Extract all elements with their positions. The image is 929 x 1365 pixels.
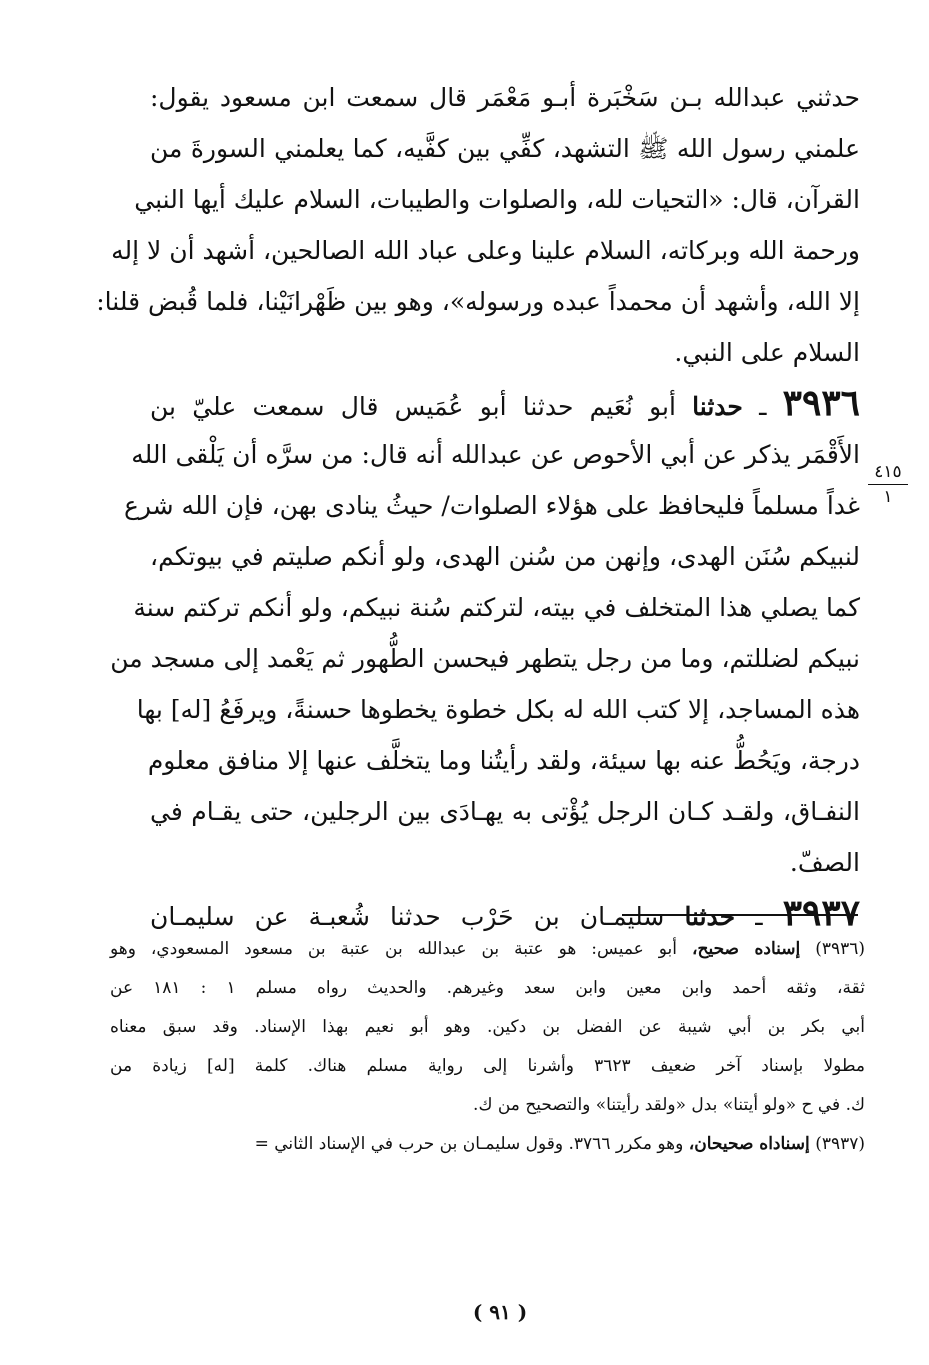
text-line: الصفّ.	[789, 848, 860, 877]
footnotes	[110, 930, 865, 1164]
text-line: ورحمة الله وبركاته، السلام علينا وعلى عباد الله الصالحين، أشهد أن لا إله	[111, 236, 860, 265]
text-line: النفـاق، ولقـد كـان الرجل يُؤْتى به يهـادَى بين الرجلين، حتى يقـام في	[150, 797, 860, 826]
footnote-label: (٣٩٣٦)	[815, 939, 865, 959]
text-line: كما يصلي هذا المتخلف في بيته، لتركتم سُنة نبيكم، ولو أنكم تركتم سنة	[133, 593, 860, 622]
footnote-grade: إسناده صحيح،	[691, 939, 801, 959]
footnote-3936-first-line	[110, 930, 865, 969]
hadith-number: ٣٩٣٧	[782, 892, 861, 934]
text-line: علمني رسول الله ﷺ التشهد، كفِّي بين كفَّيه، كما يعلمني السورةَ من	[150, 134, 860, 163]
footnote-line: ثقة، وثقه أحمد وابن معين وابن سعد وغيرهم. والحديث رواه مسلم ١ : ١٨١ عن	[110, 978, 865, 998]
haddathana: حدثنا	[692, 392, 743, 421]
footnote-line: ك. في ح «ولو أيتنا» بدل «ولقد رأيتنا» والتصحيح من ك.	[473, 1095, 865, 1115]
text-line: درجة، ويَحُطُّ عنه بها سيئة، ولقد رأيتُنا وما يتخلَّف عنها إلا منافق معلوم	[147, 746, 860, 775]
page-number: ( ٩١ )	[472, 1300, 528, 1324]
text-segment: أبو نُعَيم حدثنا أبو عُمَيس قال سمعت عليّ بن	[150, 392, 676, 421]
text-line: نبيكم لضللتم، وما من رجل يتطهر فيحسن الطُّهور ثم يَعْمد إلى مسجد من	[110, 644, 860, 673]
text-segment: أبو عميس: هو عتبة بن عبدالله بن عتبة بن مسعود المسعودي، وهو	[110, 939, 678, 959]
main-text	[96, 72, 861, 939]
footnote-grade: إسناداه صحيحان،	[688, 1134, 810, 1154]
text-line: الأَقْمَر يذكر عن أبي الأحوص عن عبدالله أنه قال: من سرَّه أن يَلْقى الله	[131, 440, 860, 469]
haddathana: حدثنا	[684, 902, 736, 931]
margin-reference	[868, 462, 908, 507]
footnote-3937-line	[110, 1125, 865, 1164]
text-line: إلا الله، وأشهد أن محمداً عبده ورسوله»، وهو بين ظَهْرانَيْنا، فلما قُبض قلنا:	[96, 287, 860, 316]
text-line: القرآن، قال: «التحيات لله، والصلوات والطيبات، السلام عليك أيها النبي	[134, 185, 860, 214]
hadith-3936-first-line	[150, 378, 860, 429]
text-segment: سليمـان بن حَرْب حدثنا شُعبـة عن سليمـان	[150, 902, 665, 931]
separator: ـ	[759, 392, 767, 421]
text-line: لنبيكم سُنَن الهدى، وإنهن من سُنن الهدى، ولو أنكم صليتم في بيوتكم،	[150, 542, 860, 571]
text-line: غداً مسلماً فليحافظ على هؤلاء الصلوات/ حيثُ ينادى بهن، فإن الله شرع	[123, 491, 860, 520]
margin-ref-part: ١	[883, 487, 893, 507]
footnote-divider	[622, 914, 858, 916]
text-segment: وهو مكرر ٣٧٦٦. وقول سليمـان بن حرب في الإسناد الثاني =	[254, 1134, 684, 1154]
footnote-label: (٣٩٣٧)	[815, 1134, 865, 1154]
hadith-number: ٣٩٣٦	[782, 382, 860, 424]
separator: ـ	[755, 902, 763, 931]
text-line: السلام على النبي.	[674, 338, 860, 367]
text-line: هذه المساجد، إلا كتب الله له بكل خطوة يخطوها حسنةً، ويرفَعُ [له] بها	[136, 695, 860, 724]
text-line: حدثني عبدالله بـن سَخْبَرة أبـو مَعْمَر قال سمعت ابن مسعود يقول:	[150, 83, 860, 112]
footnote-line: مطولا بإسناد آخر ضعيف ٣٦٢٣ وأشرنا إلى رواية مسلم هناك. كلمة [له] زيادة من	[110, 1056, 866, 1076]
margin-ref-volume-page: ٤١٥	[868, 462, 908, 485]
footnote-line: أبي بكر بن أبي شيبة عن الفضل بن دكين. وهو أبو نعيم بهذا الإسناد. وقد سبق معناه	[110, 1017, 865, 1037]
